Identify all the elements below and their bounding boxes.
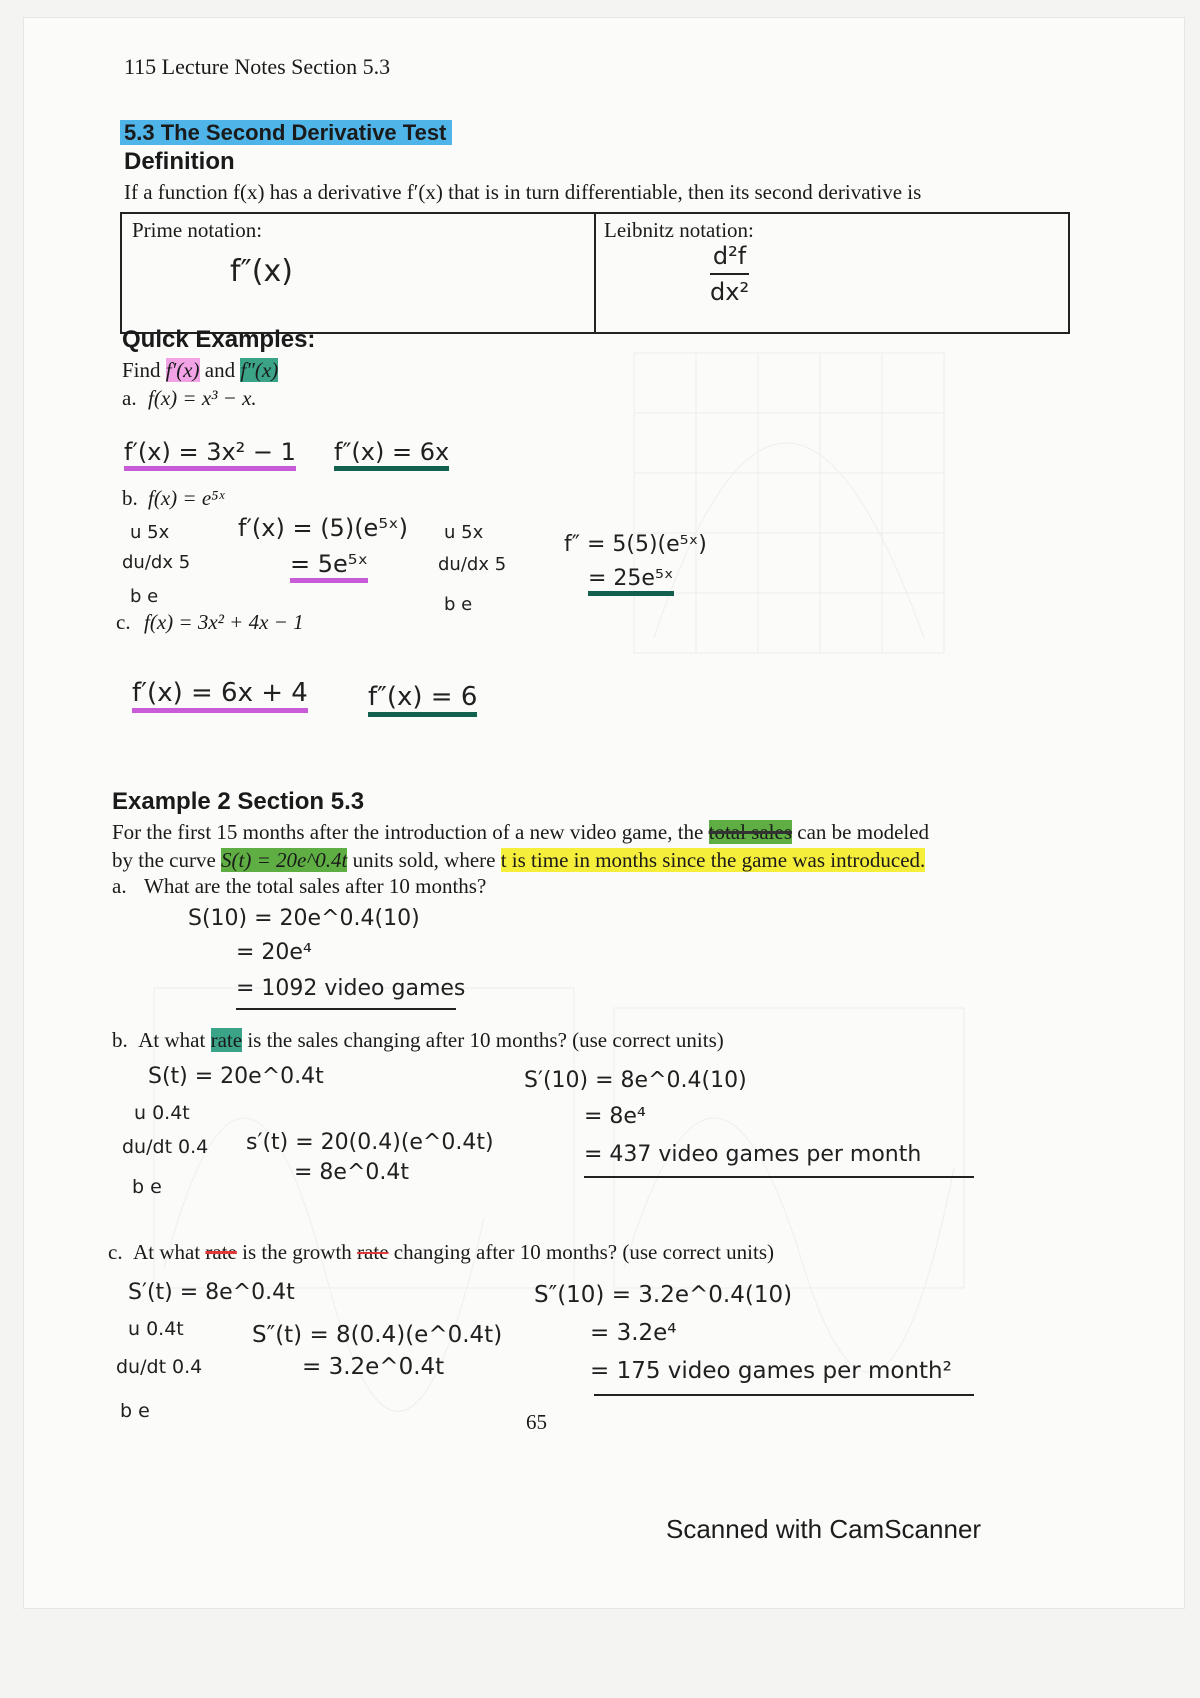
notation-table bbox=[120, 212, 1070, 334]
question-b-label: b. bbox=[112, 1028, 128, 1052]
qc-rate-2: rate bbox=[357, 1240, 389, 1264]
camscanner-footer: Scanned with CamScanner bbox=[666, 1514, 982, 1544]
section-title bbox=[120, 120, 452, 146]
intro-total-sales: total sales bbox=[708, 820, 793, 844]
section-title-text: 5.3 The Second Derivative Test bbox=[120, 120, 452, 145]
question-c-du: du/dt 0.4 bbox=[116, 1356, 203, 1378]
example-b-second-simplified: = 25e⁵ˣ bbox=[588, 566, 674, 596]
leibniz-notation-answer bbox=[710, 242, 749, 306]
example-a-function: f(x) = x³ − x. bbox=[148, 386, 257, 410]
example-c-second-derivative: f″(x) = 6 bbox=[368, 682, 477, 717]
qb-rate: rate bbox=[210, 1028, 243, 1052]
prompt-f-prime: f′(x) bbox=[165, 358, 200, 382]
example-b-be-second: b e bbox=[444, 594, 473, 615]
qc-2: is the growth bbox=[236, 1240, 358, 1264]
example-b-label: b. bbox=[122, 486, 138, 510]
intro-1c: can be modeled bbox=[792, 820, 930, 844]
question-a-answer-rule bbox=[236, 1008, 456, 1010]
page-number: 65 bbox=[526, 1410, 547, 1434]
question-b-text bbox=[112, 1028, 724, 1053]
prompt-f-double-prime: f″(x) bbox=[240, 358, 279, 382]
example-b-first-simplified: = 5e⁵ˣ bbox=[290, 550, 368, 583]
example-c-label: c. bbox=[116, 610, 131, 634]
question-c-result-2: = 3.2e⁴ bbox=[590, 1320, 677, 1346]
prompt-and: and bbox=[204, 358, 236, 382]
example-2-intro-line-1 bbox=[112, 820, 929, 845]
qb-1: At what bbox=[138, 1028, 211, 1052]
question-c-result-3: = 175 video games per month² bbox=[590, 1358, 952, 1384]
question-c-deriv-2: = 3.2e^0.4t bbox=[302, 1354, 445, 1380]
definition-sentence: If a function f(x) has a derivative f′(x) that is in turn differentiable, then its second derivative is bbox=[124, 180, 922, 204]
question-b-result-3: = 437 video games per month bbox=[584, 1142, 922, 1167]
question-c-deriv-1: S″(t) = 8(0.4)(e^0.4t) bbox=[252, 1322, 503, 1348]
intro-2c: units sold, where bbox=[347, 848, 501, 872]
question-c-u: u 0.4t bbox=[128, 1318, 184, 1340]
question-a-line-3: = 1092 video games bbox=[236, 976, 466, 1001]
example-b-du: du/dx 5 bbox=[122, 552, 191, 573]
example-c-function: f(x) = 3x² + 4x − 1 bbox=[144, 610, 304, 634]
question-c-result-1: S″(10) = 3.2e^0.4(10) bbox=[534, 1282, 793, 1308]
question-b-deriv-2: = 8e^0.4t bbox=[294, 1160, 410, 1185]
question-c-answer-rule bbox=[594, 1394, 974, 1396]
example-b-function: f(x) = e⁵ˣ bbox=[148, 486, 225, 510]
question-a-label: a. bbox=[112, 874, 127, 898]
notes-page bbox=[24, 18, 1184, 1608]
prime-notation-answer: f″(x) bbox=[230, 254, 293, 289]
intro-model: S(t) = 20e^0.4t bbox=[221, 848, 348, 872]
question-a-line-2: = 20e⁴ bbox=[236, 940, 312, 965]
example-2-heading: Example 2 Section 5.3 bbox=[112, 788, 365, 815]
quick-examples-prompt bbox=[122, 358, 278, 383]
question-c-s: S′(t) = 8e^0.4t bbox=[128, 1280, 295, 1305]
question-b-answer-rule bbox=[584, 1176, 974, 1178]
example-2-intro-line-2 bbox=[112, 848, 925, 873]
example-b-second-derivative: f″ = 5(5)(e⁵ˣ) bbox=[564, 532, 707, 557]
leibniz-denominator: dx² bbox=[710, 278, 750, 306]
example-b-du-second: du/dx 5 bbox=[438, 554, 507, 575]
example-a-second-derivative: f″(x) = 6x bbox=[334, 438, 449, 471]
page-header: 115 Lecture Notes Section 5.3 bbox=[124, 54, 391, 79]
qc-1: At what bbox=[133, 1240, 206, 1264]
question-c-text bbox=[108, 1240, 774, 1265]
question-c-label: c. bbox=[108, 1240, 123, 1264]
example-b-u: u 5x bbox=[130, 522, 170, 543]
example-b-u-second: u 5x bbox=[444, 522, 484, 543]
example-b-be: b e bbox=[130, 586, 159, 607]
prime-notation-label: Prime notation: bbox=[132, 218, 263, 242]
question-b-be: b e bbox=[132, 1176, 162, 1198]
question-b-result-1: S′(10) = 8e^0.4(10) bbox=[524, 1068, 747, 1093]
question-b-du: du/dt 0.4 bbox=[122, 1136, 209, 1158]
prompt-find: Find bbox=[122, 358, 161, 382]
question-b-deriv-1: s′(t) = 20(0.4)(e^0.4t) bbox=[246, 1130, 494, 1155]
question-c-be: b e bbox=[120, 1400, 150, 1422]
question-b-u: u 0.4t bbox=[134, 1102, 190, 1124]
question-a-text: What are the total sales after 10 months? bbox=[144, 874, 487, 898]
intro-2a: by the curve bbox=[112, 848, 222, 872]
question-b-s: S(t) = 20e^0.4t bbox=[148, 1064, 324, 1089]
quick-examples-heading: Quick Examples: bbox=[122, 326, 316, 353]
definition-heading: Definition bbox=[124, 148, 235, 175]
leibniz-numerator: d²f bbox=[712, 242, 747, 270]
qc-3: changing after 10 months? (use correct units) bbox=[388, 1240, 774, 1264]
example-b-first-derivative: f′(x) = (5)(e⁵ˣ) bbox=[238, 514, 408, 542]
example-c-first-derivative: f′(x) = 6x + 4 bbox=[132, 678, 308, 713]
qc-rate: rate bbox=[205, 1240, 237, 1264]
example-a-first-derivative: f′(x) = 3x² − 1 bbox=[124, 438, 296, 471]
qb-2: is the sales changing after 10 months? (use correct units) bbox=[242, 1028, 724, 1052]
example-a-label: a. bbox=[122, 386, 137, 410]
question-a-line-1: S(10) = 20e^0.4(10) bbox=[188, 906, 420, 931]
question-b-result-2: = 8e⁴ bbox=[584, 1104, 646, 1129]
intro-1a: For the first 15 months after the introduction of a new video game, the bbox=[112, 820, 709, 844]
leibniz-notation-label: Leibnitz notation: bbox=[604, 218, 754, 242]
table-divider bbox=[594, 214, 596, 332]
intro-time-def: t is time in months since the game was introduced. bbox=[500, 848, 926, 872]
